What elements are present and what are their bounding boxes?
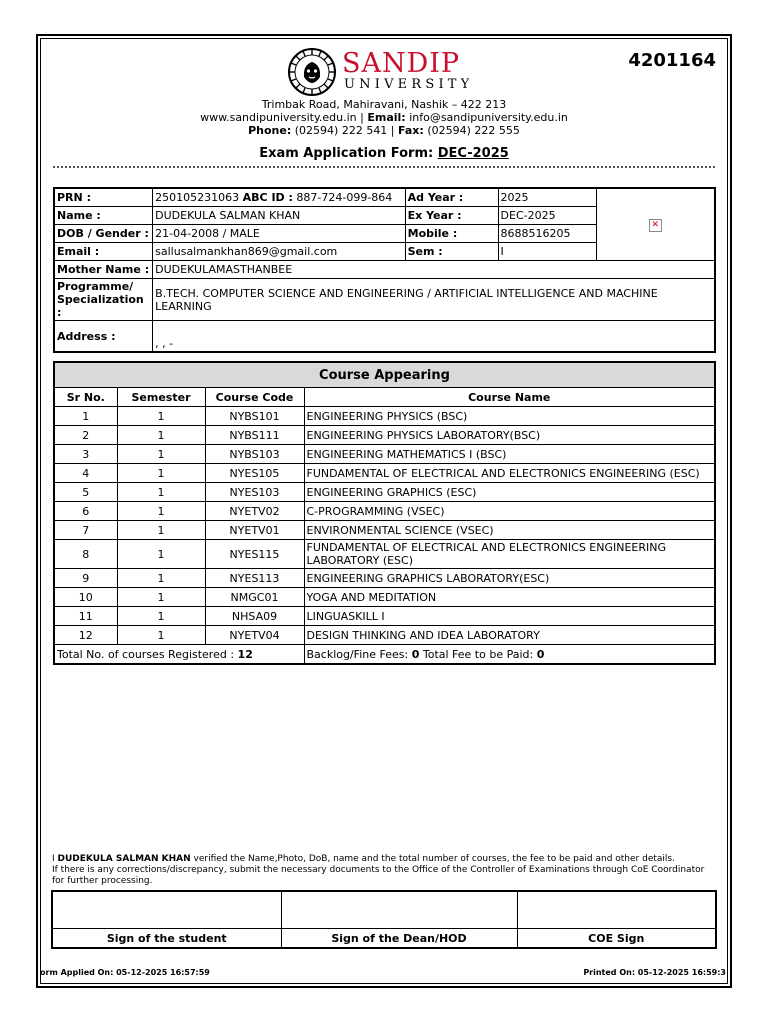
table-row	[54, 464, 715, 483]
course-code: NMGC01	[205, 588, 304, 607]
prn-label: PRN :	[54, 188, 153, 207]
sem-label: Sem :	[405, 243, 498, 261]
col-header-code: Course Code	[205, 388, 304, 407]
course-sr: 8	[54, 540, 117, 569]
university-name: SANDIP	[342, 48, 461, 79]
programme-label-line1: Programme/	[57, 280, 134, 293]
university-address: Trimbak Road, Mahiravani, Nashik – 422 213	[261, 98, 507, 111]
course-name: ENVIRONMENTAL SCIENCE (VSEC)	[304, 521, 715, 540]
course-name: ENGINEERING PHYSICS LABORATORY(BSC)	[304, 426, 715, 445]
form-number: 4201164	[628, 50, 716, 71]
fee-cell	[304, 645, 715, 665]
university-phone-line: Phone: (02594) 222 541 | Fax: (02594) 222 555	[248, 124, 520, 137]
university-fax: (02594) 222 555	[427, 124, 520, 137]
table-row	[54, 407, 715, 426]
declaration-name: DUDEKULA SALMAN KHAN	[57, 854, 191, 864]
course-name: FUNDAMENTAL OF ELECTRICAL AND ELECTRONICS ENGINEERING (ESC)	[304, 464, 715, 483]
prn-value: 250105231063	[155, 191, 240, 204]
ad-year-value: 2025	[498, 188, 596, 207]
table-row	[54, 502, 715, 521]
course-name: LINGUASKILL I	[304, 607, 715, 626]
course-semester: 1	[117, 521, 205, 540]
total-fee-value: 0	[536, 647, 545, 661]
programme-label-line2: Specialization :	[57, 293, 144, 319]
declaration-prefix: I	[52, 854, 55, 864]
abc-label: ABC ID :	[242, 191, 293, 204]
signature-table	[51, 890, 717, 949]
table-row	[54, 521, 715, 540]
course-semester: 1	[117, 464, 205, 483]
dean-sign-box	[281, 891, 517, 929]
mobile-value: 8688516205	[498, 225, 596, 243]
total-courses-cell	[54, 645, 304, 665]
email-row-label: Email :	[54, 243, 153, 261]
course-sr: 2	[54, 426, 117, 445]
table-row	[54, 569, 715, 588]
address-value: , , -	[153, 321, 715, 353]
col-header-semester: Semester	[117, 388, 205, 407]
name-label: Name :	[54, 207, 153, 225]
total-courses-label: Total No. of courses Registered :	[57, 647, 235, 661]
course-name: ENGINEERING MATHEMATICS I (BSC)	[304, 445, 715, 464]
form-title	[0, 146, 768, 161]
table-row	[54, 426, 715, 445]
table-row	[54, 607, 715, 626]
course-name: C-PROGRAMMING (VSEC)	[304, 502, 715, 521]
printed-on: Printed On: 05-12-2025 16:59:3	[583, 968, 726, 977]
address-label: Address :	[54, 321, 153, 353]
programme-value: B.TECH. COMPUTER SCIENCE AND ENGINEERING / ARTIFICIAL INTELLIGENCE AND MACHINE LEARNING	[153, 279, 715, 321]
programme-label	[54, 279, 153, 321]
dotted-divider	[53, 166, 715, 168]
course-name: DESIGN THINKING AND IDEA LABORATORY	[304, 626, 715, 645]
student-sign-box	[52, 891, 281, 929]
course-code: NYETV02	[205, 502, 304, 521]
course-name: YOGA AND MEDITATION	[304, 588, 715, 607]
course-sr: 9	[54, 569, 117, 588]
col-header-course-name: Course Name	[304, 388, 715, 407]
course-semester: 1	[117, 540, 205, 569]
course-code: NYETV01	[205, 521, 304, 540]
course-name: ENGINEERING GRAPHICS LABORATORY(ESC)	[304, 569, 715, 588]
course-sr: 12	[54, 626, 117, 645]
course-code: NYBS101	[205, 407, 304, 426]
declaration	[52, 854, 716, 887]
course-sr: 10	[54, 588, 117, 607]
ex-year-label: Ex Year :	[405, 207, 498, 225]
courses-section-title: Course Appearing	[54, 362, 715, 388]
course-sr: 6	[54, 502, 117, 521]
course-code: NYES105	[205, 464, 304, 483]
phone-label: Phone:	[248, 124, 292, 137]
course-semester: 1	[117, 607, 205, 626]
course-name: ENGINEERING GRAPHICS (ESC)	[304, 483, 715, 502]
email-label: Email:	[367, 111, 406, 124]
form-title-label: Exam Application Form:	[259, 146, 434, 161]
course-semester: 1	[117, 407, 205, 426]
course-code: NHSA09	[205, 607, 304, 626]
course-code: NYES115	[205, 540, 304, 569]
table-row	[54, 445, 715, 464]
course-semester: 1	[117, 445, 205, 464]
university-web-line: www.sandipuniversity.edu.in | Email: info@sandipuniversity.edu.in	[200, 111, 568, 124]
course-code: NYBS103	[205, 445, 304, 464]
course-name: FUNDAMENTAL OF ELECTRICAL AND ELECTRONICS ENGINEERING LABORATORY (ESC)	[304, 540, 715, 569]
mother-value: DUDEKULAMASTHANBEE	[153, 261, 715, 279]
table-row	[54, 626, 715, 645]
prn-cell	[153, 188, 405, 207]
declaration-line2: If there is any corrections/discrepancy, submit the necessary documents to the Office of the Controller of Examinations through CoE Coordinator for further processing.	[52, 865, 705, 886]
applied-on: orm Applied On: 05-12-2025 16:57:59	[40, 968, 210, 977]
declaration-line1: verified the Name,Photo, DoB, name and the total number of courses, the fee to be paid and other details.	[193, 854, 675, 864]
course-code: NYES103	[205, 483, 304, 502]
course-sr: 11	[54, 607, 117, 626]
course-semester: 1	[117, 502, 205, 521]
coe-sign-box	[517, 891, 716, 929]
course-sr: 4	[54, 464, 117, 483]
student-sign-label: Sign of the student	[52, 929, 281, 949]
dob-label: DOB / Gender :	[54, 225, 153, 243]
form-title-session: DEC-2025	[437, 146, 509, 161]
course-semester: 1	[117, 569, 205, 588]
university-email[interactable]: info@sandipuniversity.edu.in	[409, 111, 568, 124]
course-sr: 1	[54, 407, 117, 426]
sem-value: I	[498, 243, 596, 261]
ex-year-value: DEC-2025	[498, 207, 596, 225]
university-phone: (02594) 222 541	[294, 124, 388, 137]
email-value: sallusalmankhan869@gmail.com	[153, 243, 405, 261]
broken-image-icon: ✕	[649, 219, 662, 232]
dean-sign-label: Sign of the Dean/HOD	[281, 929, 517, 949]
dob-value: 21-04-2008 / MALE	[153, 225, 405, 243]
col-header-sr: Sr No.	[54, 388, 117, 407]
course-sr: 3	[54, 445, 117, 464]
lion-seal-icon	[287, 47, 337, 97]
student-info-table	[53, 187, 716, 353]
courses-table	[53, 361, 716, 665]
university-subtitle: UNIVERSITY	[344, 77, 474, 92]
course-semester: 1	[117, 588, 205, 607]
course-semester: 1	[117, 626, 205, 645]
table-row	[54, 483, 715, 502]
mother-label: Mother Name :	[54, 261, 153, 279]
coe-sign-label: COE Sign	[517, 929, 716, 949]
ad-year-label: Ad Year :	[405, 188, 498, 207]
course-code: NYETV04	[205, 626, 304, 645]
table-row	[54, 588, 715, 607]
course-sr: 5	[54, 483, 117, 502]
university-logo	[287, 47, 487, 97]
mobile-label: Mobile :	[405, 225, 498, 243]
course-code: NYBS111	[205, 426, 304, 445]
name-value: DUDEKULA SALMAN KHAN	[153, 207, 405, 225]
total-courses-value: 12	[237, 647, 253, 661]
backlog-value: 0	[411, 647, 420, 661]
course-name: ENGINEERING PHYSICS (BSC)	[304, 407, 715, 426]
course-sr: 7	[54, 521, 117, 540]
backlog-label: Backlog/Fine Fees:	[306, 647, 409, 661]
course-semester: 1	[117, 483, 205, 502]
course-code: NYES113	[205, 569, 304, 588]
fax-label: Fax:	[398, 124, 424, 137]
student-photo	[596, 188, 715, 261]
table-row	[54, 540, 715, 569]
abc-value: 887-724-099-864	[296, 191, 393, 204]
total-fee-label: Total Fee to be Paid:	[422, 647, 534, 661]
course-semester: 1	[117, 426, 205, 445]
university-website[interactable]: www.sandipuniversity.edu.in	[200, 111, 357, 124]
